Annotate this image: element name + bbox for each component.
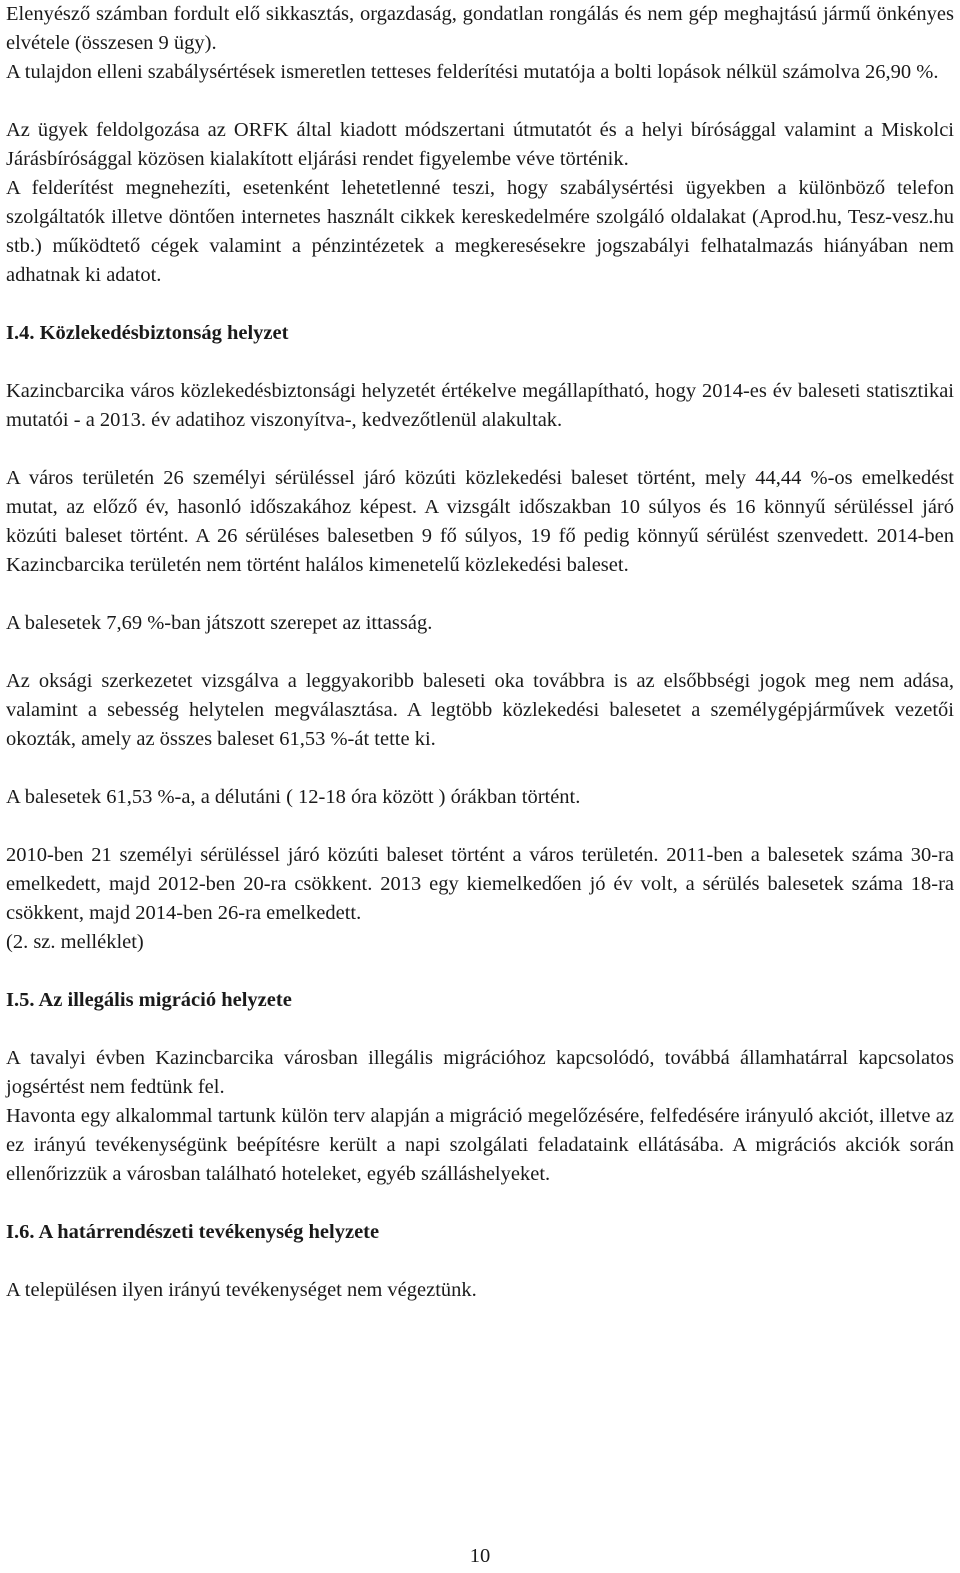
paragraph-intro-2: A tulajdon elleni szabálysértések ismeretlen tetteses felderítési mutatója a bolti lopások nélkül számolva 26,90 %.	[6, 61, 939, 83]
paragraph-migration-1: A tavalyi évben Kazincbarcika városban illegális migrációhoz kapcsolódó, továbbá államhatárral kapcsolatos jogsértést nem fedtünk fel.	[6, 1047, 954, 1098]
section-heading-migration: I.5. Az illegális migráció helyzete	[6, 989, 292, 1011]
paragraph-traffic-2: A város területén 26 személyi sérüléssel járó közúti közlekedési baleset történt, mely 44,44 %-os emelkedést mutat, az előző év, hasonló időszakához képest. A vizsgált időszakban 10 súlyos és 16 könnyű sérüléssel járó közúti baleset történt. A 26 sérüléses balesetben 9 fő súlyos, 19 fő pedig könnyű sérülést szenvedett. 2014-ben Kazincbarcika területén nem történt halálos kimenetelű közlekedési baleset.	[6, 467, 954, 576]
document-page	[6, 0, 954, 1305]
section-heading-traffic: I.4. Közlekedésbiztonság helyzet	[6, 322, 289, 344]
paragraph-border-1: A településen ilyen irányú tevékenységet nem végeztünk.	[6, 1279, 477, 1301]
paragraph-intro-1: Elenyésző számban fordult elő sikkasztás, orgazdaság, gondatlan rongálás és nem gép meghajtású jármű önkényes elvétele (összesen 9 ügy).	[6, 3, 954, 54]
paragraph-traffic-3: A balesetek 7,69 %-ban játszott szerepet az ittasság.	[6, 612, 433, 634]
paragraph-traffic-1: Kazincbarcika város közlekedésbiztonsági helyzetét értékelve megállapítható, hogy 2014-es év baleseti statisztikai mutatói - a 2013. év adatihoz viszonyítva-, kedvezőtlenül alakultak.	[6, 380, 954, 431]
paragraph-traffic-4: Az oksági szerkezetet vizsgálva a leggyakoribb baleseti oka továbbra is az elsőbbségi jogok meg nem adása, valamint a sebesség helytelen megválasztása. A legtöbb közlekedési balesetet a személygépjárművek vezetői okozták, amely az összes baleset 61,53 %-át tette ki.	[6, 670, 954, 750]
page-number: 10	[469, 1545, 491, 1567]
paragraph-intro-3: Az ügyek feldolgozása az ORFK által kiadott módszertani útmutatót és a helyi bírósággal valamint a Miskolci Járásbírósággal közösen kialakított eljárási rendet figyelembe véve történik.	[6, 119, 954, 170]
section-heading-border: I.6. A határrendészeti tevékenység helyzete	[6, 1221, 380, 1243]
paragraph-traffic-annex-ref: (2. sz. melléklet)	[6, 931, 144, 953]
paragraph-traffic-5: A balesetek 61,53 %-a, a délutáni ( 12-18 óra között ) órákban történt.	[6, 786, 581, 808]
paragraph-traffic-6: 2010-ben 21 személyi sérüléssel járó közúti baleset történt a város területén. 2011-ben a balesetek száma 30-ra emelkedett, majd 2012-ben 20-ra csökkent. 2013 egy kiemelkedően jó év volt, a sérülés balesetek száma 18-ra csökkent, majd 2014-ben 26-ra emelkedett.	[6, 844, 954, 924]
paragraph-migration-2: Havonta egy alkalommal tartunk külön terv alapján a migráció megelőzésére, felfedésére irányuló akciót, illetve az ez irányú tevékenységünk beépítésre került a napi szolgálati feladataink ellátásába. A migrációs akciók során ellenőrizzük a városban található hoteleket, egyéb szálláshelyeket.	[6, 1105, 954, 1185]
paragraph-intro-4: A felderítést megnehezíti, esetenként lehetetlenné teszi, hogy szabálysértési ügyekben a különböző telefon szolgáltatók illetve döntően internetes használt cikkek kereskedelmére szolgáló oldalakat (Aprod.hu, Tesz-vesz.hu stb.) működtető cégek valamint a pénzintézetek a megkeresésekre jogszabályi felhatalmazás hiányában nem adhatnak ki adatot.	[6, 177, 954, 286]
